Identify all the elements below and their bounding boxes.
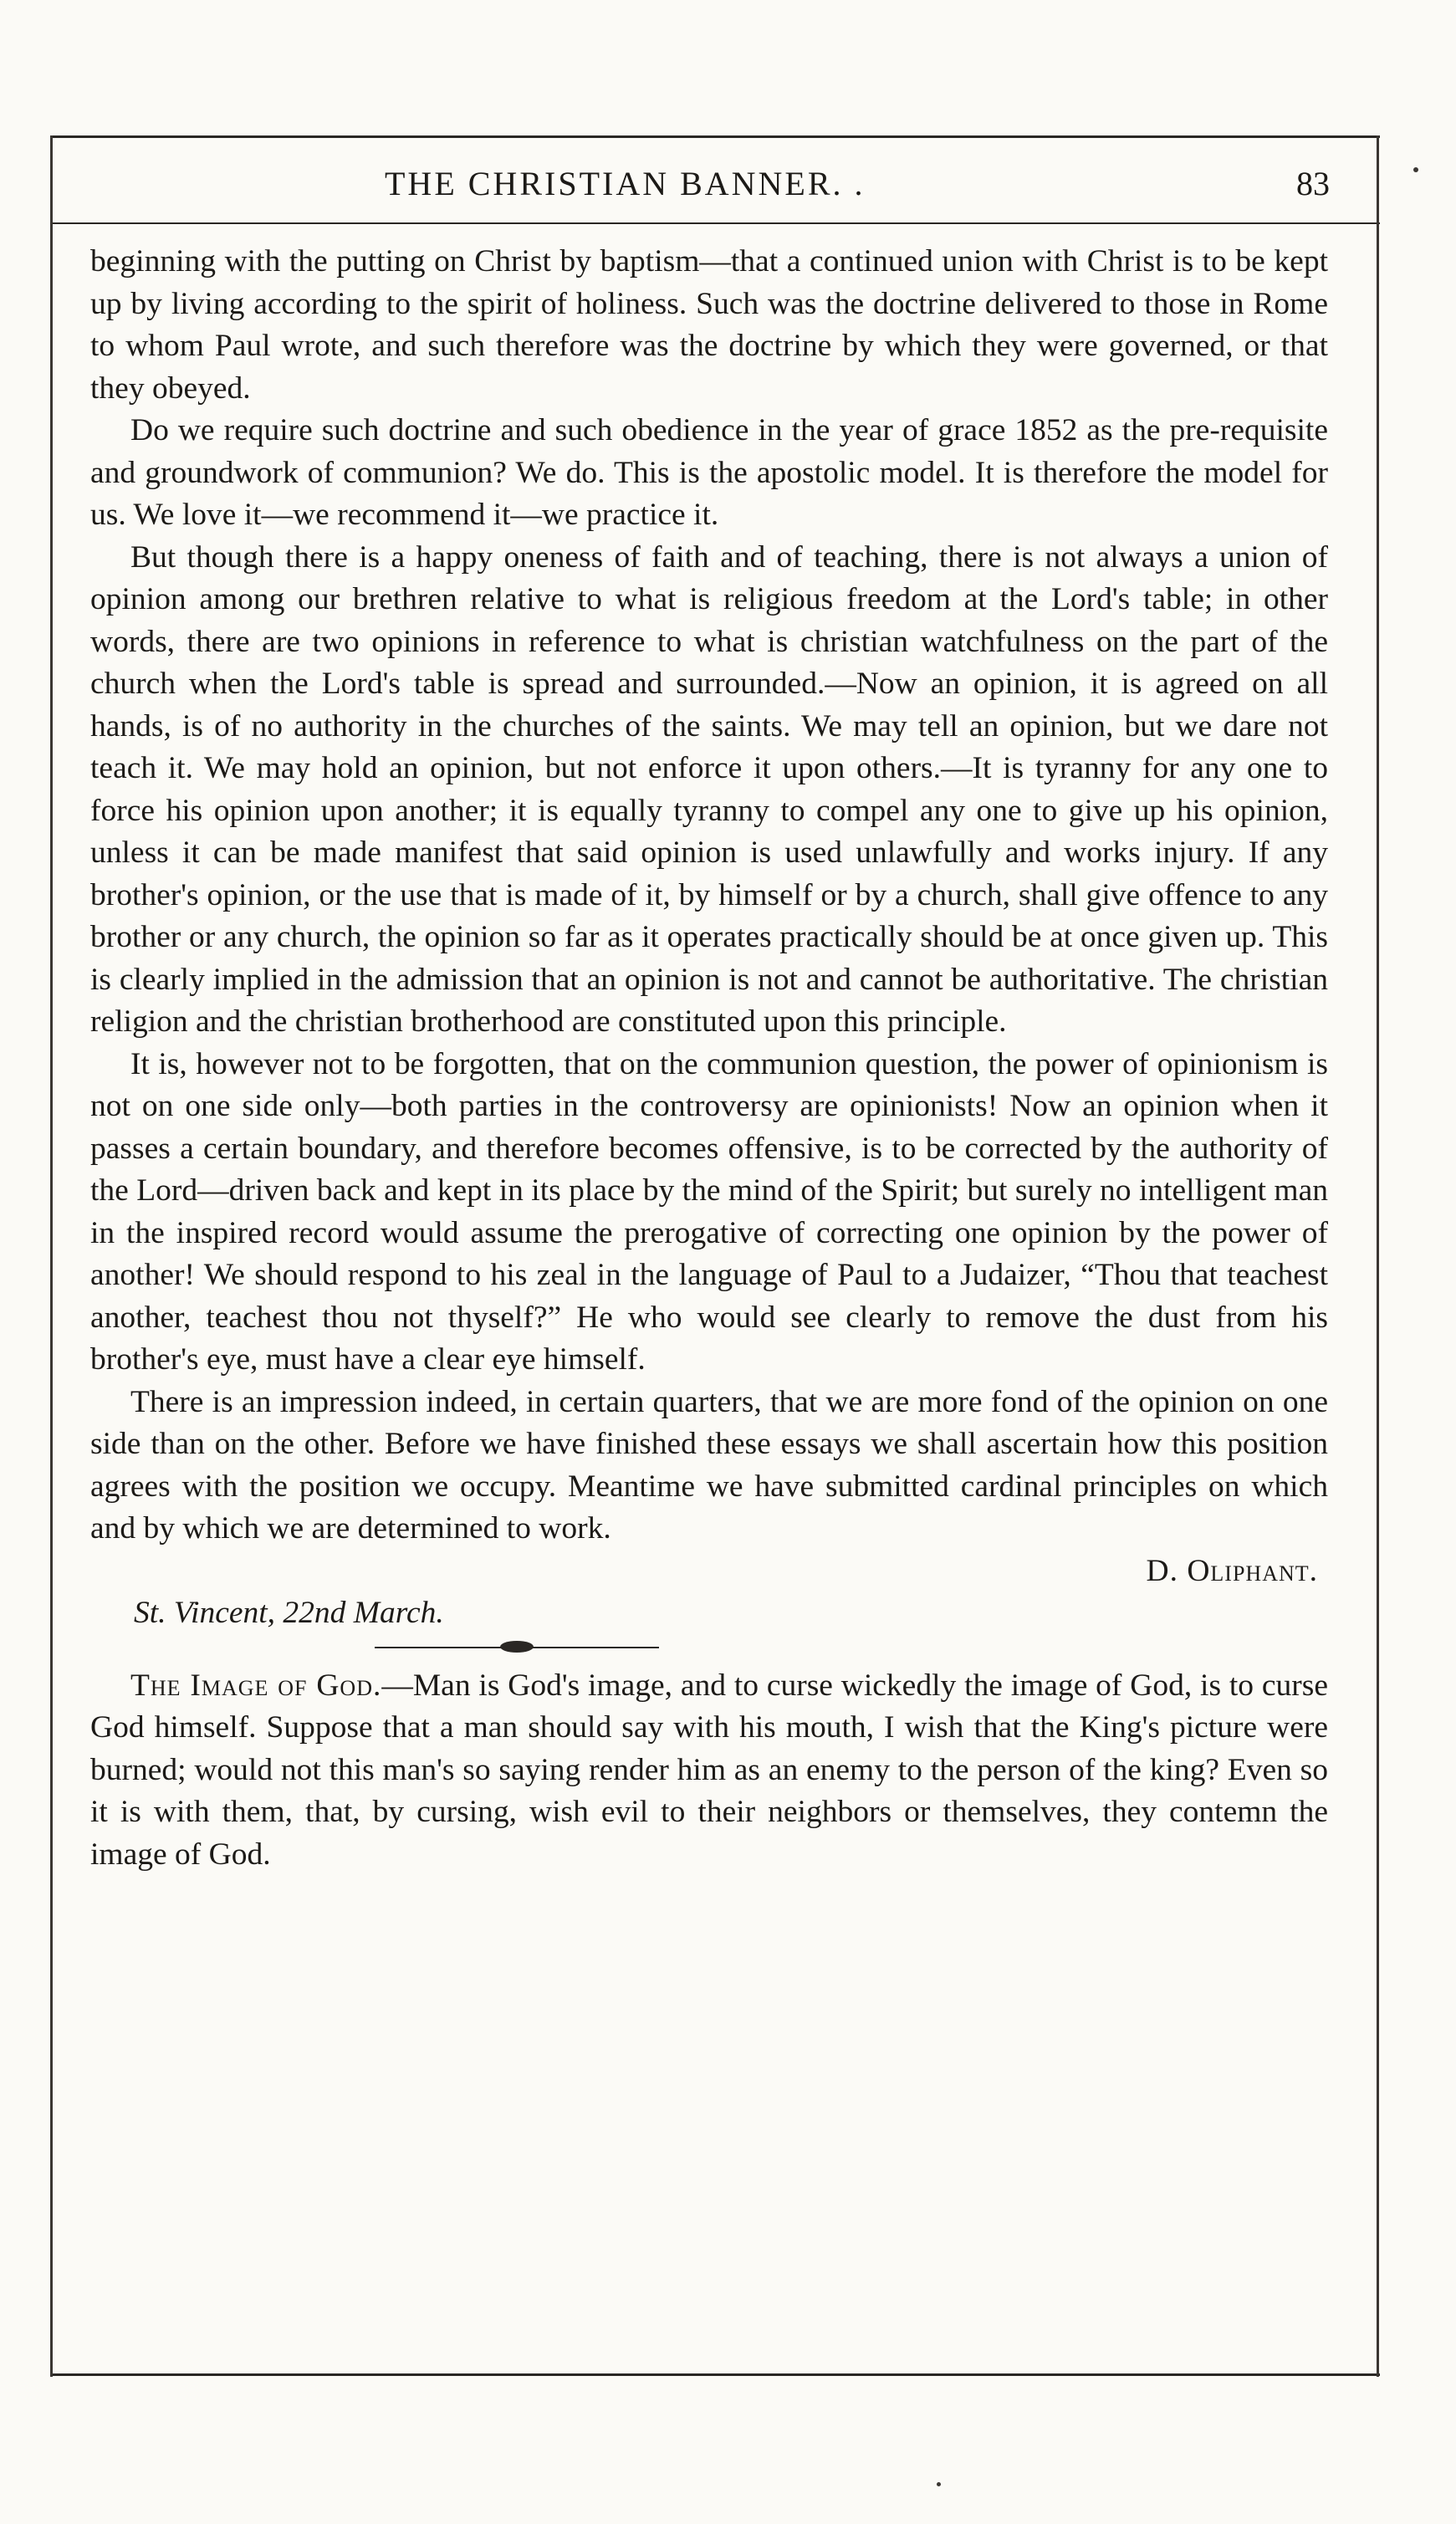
separator-ornament — [500, 1641, 534, 1653]
image-of-god-item — [90, 1665, 1328, 1877]
bottom-border-rule — [52, 2373, 1380, 2376]
article-body — [90, 241, 1328, 1876]
right-border-rule — [1377, 135, 1379, 2377]
paragraph: But though there is a happy oneness of faith and of teaching, there is not always a union of opinion among our brethren relative to what is religious freedom at the Lord's table; in other words, there are two opinions in reference to what is christian watchfulness on the part of the church when the Lord's table is spread and surrounded.—Now an opinion, it is agreed on all hands, is of no authority in the churches of the saints. We may tell an opinion, but we dare not teach it. We may hold an opinion, but not enforce it upon others.—It is tyranny for any one to force his opinion upon another; it is equally tyranny to compel any one to give up his opinion, unless it can be made manifest that said opinion is used unlawfully and works injury. If any brother's opinion, or the use that is made of it, by himself or by a church, shall give offence to any brother or any church, the opinion so far as it operates practically should be at once given up. This is clearly implied in the admission that an opinion is not and cannot be authoritative. The christian religion and the christian brotherhood are constituted upon this principle. — [90, 539, 1328, 1039]
section-separator — [90, 1637, 1328, 1658]
author-signature: D. Oliphant. — [1146, 1553, 1318, 1588]
paragraph: It is, however not to be forgotten, that on the communion question, the power of opinionism is not on one side only—both parties in the controversy are opinionists! Now an opinion when it passes a certain boundary, and therefore becomes offensive, is to be corrected by the authority of the Lord—driven back and kept in its place by the mind of the Spirit; but surely no intelligent man in the inspired record would assume the prerogative of correcting one opinion by the power of another! We should respond to his zeal in the language of Paul to a Judaizer, “Thou that teachest another, teachest thou not thyself?” He who would see clearly to remove the dust from his brother's eye, must have a clear eye himself. — [90, 1046, 1328, 1377]
top-border-rule — [52, 135, 1380, 138]
item-text: —Man is God's image, and to curse wickedly the image of God, is to curse God himself. Suppose that a man should say with his mouth, I wish that the King's picture were burned; would not this man's so saying render him as an enemy to the person of the king? Even so it is with them, that, by cursing, wish evil to their neighbors or themselves, they contemn the image of God. — [90, 1668, 1328, 1872]
dateline: St. Vincent, 22nd March. — [134, 1596, 444, 1630]
paragraph: There is an impression indeed, in certain quarters, that we are more fond of the opinion on one side than on the other. Before we have finished these essays we shall ascertain how this position agrees with the position we occupy. Meantime we have submitted cardinal principles on which and by which we are determined to work. — [90, 1384, 1328, 1546]
header-underline-rule — [52, 222, 1380, 224]
scan-speck — [937, 2482, 941, 2486]
paragraph: beginning with the putting on Christ by baptism—that a continued union with Christ is to be kept up by living according to the spirit of holiness. Such was the doctrine delivered to those in Rome to whom Paul wrote, and such therefore was the doctrine by which they were governed, or that they obeyed. — [90, 244, 1328, 406]
paragraph: Do we require such doctrine and such obedience in the year of grace 1852 as the pre-requisite and groundwork of communion? We do. This is the apostolic model. It is therefore the model for us. We love it—we recommend it—we practice it. — [90, 413, 1328, 532]
left-border-rule — [50, 135, 53, 2377]
item-heading: The Image of God. — [130, 1668, 382, 1703]
scan-speck — [1413, 167, 1418, 172]
running-head — [100, 164, 1330, 214]
running-title: THE CHRISTIAN BANNER. . — [385, 165, 866, 202]
page-number: 83 — [1296, 165, 1330, 202]
